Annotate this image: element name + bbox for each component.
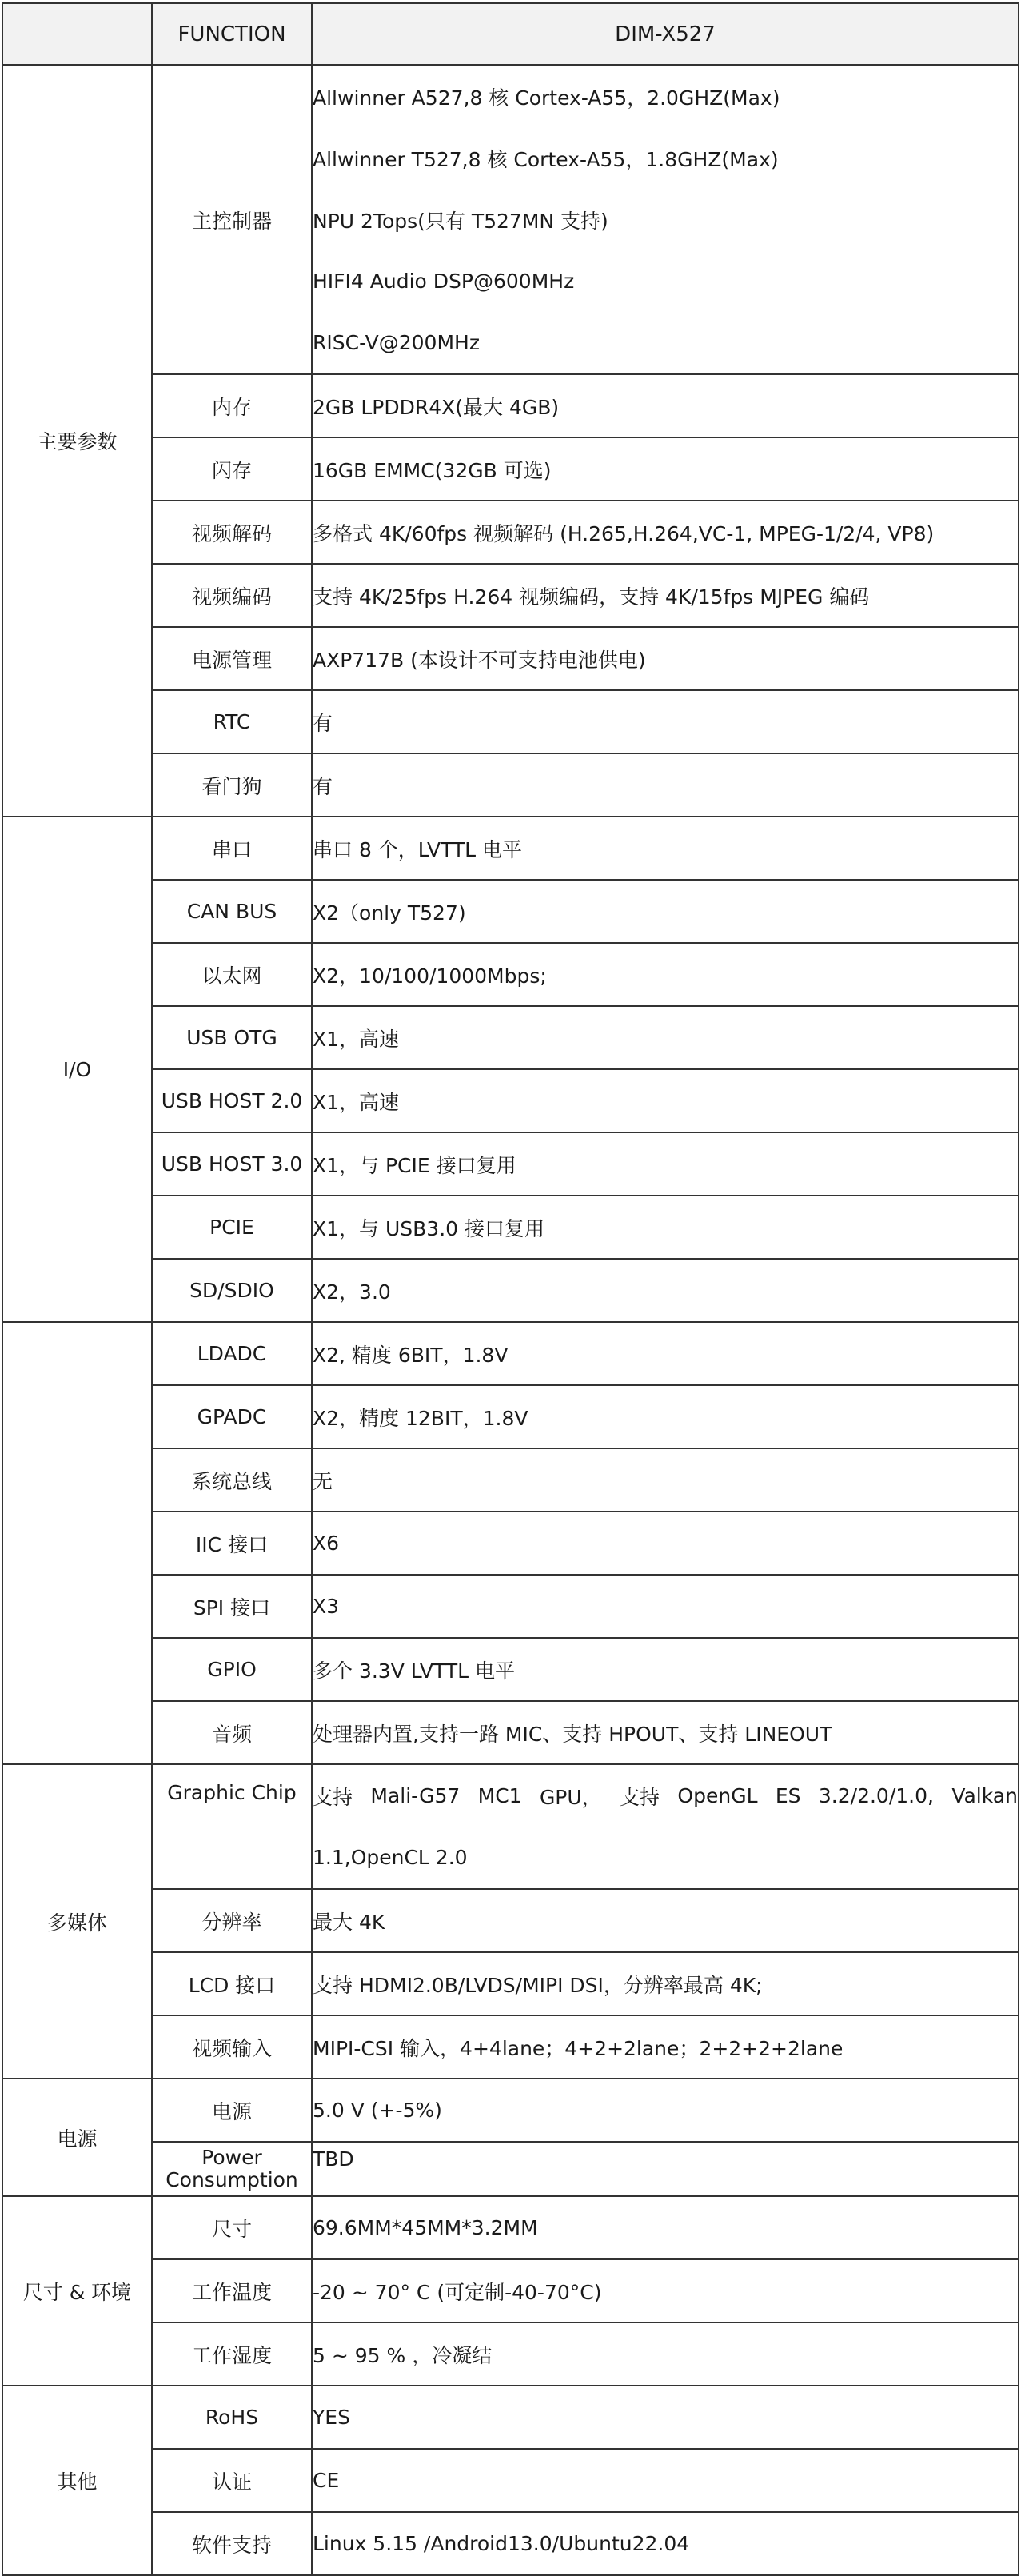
value-line: Allwinner T527,8 核 Cortex-A55，1.8GHZ(Max): [313, 147, 779, 171]
value-line: 69.6MM*45MM*3.2MM: [313, 2216, 538, 2239]
function-label: Graphic Chip: [152, 1764, 312, 1889]
value-line: X2，10/100/1000Mbps;: [313, 964, 547, 988]
value-cell: [312, 2196, 1019, 2259]
value-cell: [312, 880, 1019, 943]
function-label: 认证: [152, 2449, 312, 2512]
value-line: X1，与 PCIE 接口复用: [313, 1153, 516, 1177]
value-line: X2，3.0: [313, 1280, 391, 1304]
value-line: -20 ~ 70° C (可定制-40-70°C): [313, 2280, 602, 2304]
value-word: Valkan: [951, 1784, 1018, 1807]
value-line: 处理器内置,支持一路 MIC、支持 HPOUT、支持 LINEOUT: [313, 1722, 832, 1746]
value-cell: [312, 1764, 1019, 1889]
value-word: ES: [775, 1784, 801, 1807]
value-cell: [312, 2512, 1019, 2575]
group-label: 其他: [2, 2386, 152, 2575]
table-row: [2, 1889, 1019, 1952]
function-label: 串口: [152, 817, 312, 880]
value-cell: [312, 1575, 1019, 1638]
function-label: CAN BUS: [152, 880, 312, 943]
value-line: 无: [313, 1469, 333, 1493]
spec-body: [2, 65, 1019, 2575]
function-label: 工作温度: [152, 2259, 312, 2322]
value-line: 串口 8 个，LVTTL 电平: [313, 837, 523, 861]
value-cell: [312, 1385, 1019, 1448]
value-cell: [312, 1069, 1019, 1132]
value-cell: [312, 65, 1019, 374]
function-label: USB HOST 2.0: [152, 1069, 312, 1132]
function-label: 尺寸: [152, 2196, 312, 2259]
value-word: 3.2/2.0/1.0,: [818, 1784, 934, 1807]
function-label: GPADC: [152, 1385, 312, 1448]
value-cell: [312, 1701, 1019, 1764]
value-cell: [312, 1638, 1019, 1701]
value-line: X1，高速: [313, 1090, 400, 1114]
table-row: [2, 1132, 1019, 1196]
table-row: [2, 1322, 1019, 1385]
value-line: 2GB LPDDR4X(最大 4GB): [313, 395, 560, 419]
table-row: [2, 753, 1019, 817]
table-row: [2, 564, 1019, 627]
table-row: [2, 1952, 1019, 2015]
table-row: [2, 1259, 1019, 1322]
table-row: [2, 2079, 1019, 2142]
value-line: 1.1,OpenCL 2.0: [313, 1846, 468, 1869]
value-line: Allwinner A527,8 核 Cortex-A55，2.0GHZ(Max): [313, 86, 780, 110]
value-cell: [312, 2259, 1019, 2322]
table-row: [2, 1512, 1019, 1575]
table-row: [2, 1385, 1019, 1448]
value-line: X2，精度 12BIT，1.8V: [313, 1406, 528, 1430]
function-label: 系统总线: [152, 1448, 312, 1512]
model-column-header: DIM-X527: [312, 3, 1019, 65]
function-label: 音频: [152, 1701, 312, 1764]
table-row: [2, 2386, 1019, 2449]
value-cell: [312, 2142, 1019, 2196]
value-word: 支持: [620, 1785, 660, 1809]
table-row: [2, 2449, 1019, 2512]
function-label: 电源管理: [152, 627, 312, 690]
group-label: 尺寸 & 环境: [2, 2196, 152, 2386]
function-label: 闪存: [152, 437, 312, 501]
value-line: AXP717B (本设计不可支持电池供电): [313, 648, 646, 672]
table-row: [2, 65, 1019, 374]
value-line: 最大 4K: [313, 1910, 385, 1934]
value-line: X6: [313, 1532, 340, 1555]
group-label: 多媒体: [2, 1764, 152, 2079]
table-row: [2, 2196, 1019, 2259]
table-row: [2, 880, 1019, 943]
table-row: [2, 1448, 1019, 1512]
function-label: 视频输入: [152, 2015, 312, 2079]
value-line: X1，与 USB3.0 接口复用: [313, 1216, 545, 1240]
table-row: [2, 627, 1019, 690]
header-row: [2, 3, 1019, 65]
function-label: [152, 2142, 312, 2196]
function-label: 视频编码: [152, 564, 312, 627]
value-cell: [312, 690, 1019, 753]
value-line: 5 ~ 95 % ，冷凝结: [313, 2343, 493, 2367]
value-cell: [312, 627, 1019, 690]
value-line: 5.0 V (+-5%): [313, 2099, 442, 2122]
function-label: 以太网: [152, 943, 312, 1006]
value-cell: [312, 943, 1019, 1006]
function-label: USB OTG: [152, 1006, 312, 1069]
function-label: LDADC: [152, 1322, 312, 1385]
value-line: HIFI4 Audio DSP@600MHz: [313, 270, 575, 293]
value-cell: [312, 817, 1019, 880]
value-line: NPU 2Tops(只有 T527MN 支持): [313, 209, 608, 233]
table-row: [2, 943, 1019, 1006]
value-cell: [312, 1512, 1019, 1575]
value-cell: [312, 2322, 1019, 2386]
value-line: 有: [313, 711, 333, 735]
value-cell: [312, 1132, 1019, 1196]
table-row: [2, 2512, 1019, 2575]
value-line: RISC-V@200MHz: [313, 331, 480, 354]
value-cell: [312, 2386, 1019, 2449]
value-line: 有: [313, 774, 333, 798]
value-cell: [312, 753, 1019, 817]
group-label: I/O: [2, 817, 152, 1322]
value-line: 16GB EMMC(32GB 可选): [313, 458, 552, 482]
table-row: [2, 1196, 1019, 1259]
value-word: GPU，: [539, 1785, 602, 1809]
table-row: [2, 1006, 1019, 1069]
value-line: 支持 HDMI2.0B/LVDS/MIPI DSI，分辨率最高 4K;: [313, 1973, 763, 1997]
value-line: MIPI-CSI 输入，4+4lane；4+2+2lane；2+2+2+2lane: [313, 2036, 844, 2060]
table-row: [2, 2142, 1019, 2196]
value-line: 多格式 4K/60fps 视频解码 (H.265,H.264,VC-1, MPEG-1/2/4, VP8): [313, 521, 935, 545]
function-label: USB HOST 3.0: [152, 1132, 312, 1196]
table-row: [2, 2322, 1019, 2386]
function-column-header: FUNCTION: [152, 3, 312, 65]
group-label: 电源: [2, 2079, 152, 2196]
table-row: [2, 501, 1019, 564]
value-cell: [312, 2015, 1019, 2079]
table-row: [2, 2015, 1019, 2079]
function-label: LCD 接口: [152, 1952, 312, 2015]
table-row: [2, 2259, 1019, 2322]
value-line: 支持 4K/25fps H.264 视频编码，支持 4K/15fps MJPEG 编码: [313, 585, 870, 609]
table-row: [2, 817, 1019, 880]
function-label: 软件支持: [152, 2512, 312, 2575]
table-row: [2, 1701, 1019, 1764]
value-cell: [312, 1952, 1019, 2015]
function-label-line: Consumption: [166, 2168, 298, 2191]
value-word: Mali-G57: [370, 1784, 461, 1807]
value-line: X2, 精度 6BIT，1.8V: [313, 1343, 509, 1367]
function-label: RoHS: [152, 2386, 312, 2449]
value-line: X3: [313, 1595, 340, 1618]
table-row: [2, 374, 1019, 437]
table-row: [2, 1638, 1019, 1701]
value-cell: [312, 1448, 1019, 1512]
function-label: 分辨率: [152, 1889, 312, 1952]
value-line: X1，高速: [313, 1027, 400, 1051]
value-line: YES: [313, 2406, 350, 2429]
function-label: 工作湿度: [152, 2322, 312, 2386]
value-cell: [312, 564, 1019, 627]
value-cell: [312, 1196, 1019, 1259]
group-column-header: [2, 3, 152, 65]
value-cell: [312, 1259, 1019, 1322]
value-line: 多个 3.3V LVTTL 电平: [313, 1659, 516, 1683]
function-label: SD/SDIO: [152, 1259, 312, 1322]
function-label: 内存: [152, 374, 312, 437]
value-cell: [312, 1006, 1019, 1069]
table-row: [2, 1764, 1019, 1889]
table-row: [2, 1069, 1019, 1132]
value-line: TBD: [313, 2147, 354, 2171]
function-label: 看门狗: [152, 753, 312, 817]
value-cell: [312, 1322, 1019, 1385]
value-cell: [312, 2449, 1019, 2512]
group-label: 主要参数: [2, 65, 152, 817]
value-cell: [312, 437, 1019, 501]
spec-table: [2, 2, 1019, 2576]
value-word: 支持: [313, 1785, 353, 1809]
function-label-line: Power: [201, 2146, 262, 2169]
value-line: X2（only T527): [313, 901, 466, 925]
value-line: Linux 5.15 /Android13.0/Ubuntu22.04: [313, 2532, 690, 2555]
value-cell: [312, 374, 1019, 437]
table-row: [2, 437, 1019, 501]
function-label: SPI 接口: [152, 1575, 312, 1638]
value-justified-line: [313, 1765, 1018, 1827]
function-label: 电源: [152, 2079, 312, 2142]
table-row: [2, 1575, 1019, 1638]
value-word: OpenGL: [677, 1784, 758, 1807]
value-cell: [312, 2079, 1019, 2142]
function-label: RTC: [152, 690, 312, 753]
value-cell: [312, 1889, 1019, 1952]
value-line: CE: [313, 2469, 340, 2492]
function-label: PCIE: [152, 1196, 312, 1259]
function-label: 主控制器: [152, 65, 312, 374]
table-row: [2, 690, 1019, 753]
function-label: IIC 接口: [152, 1512, 312, 1575]
value-word: MC1: [477, 1784, 522, 1807]
function-label: GPIO: [152, 1638, 312, 1701]
value-cell: [312, 501, 1019, 564]
group-label: [2, 1322, 152, 1764]
function-label: 视频解码: [152, 501, 312, 564]
